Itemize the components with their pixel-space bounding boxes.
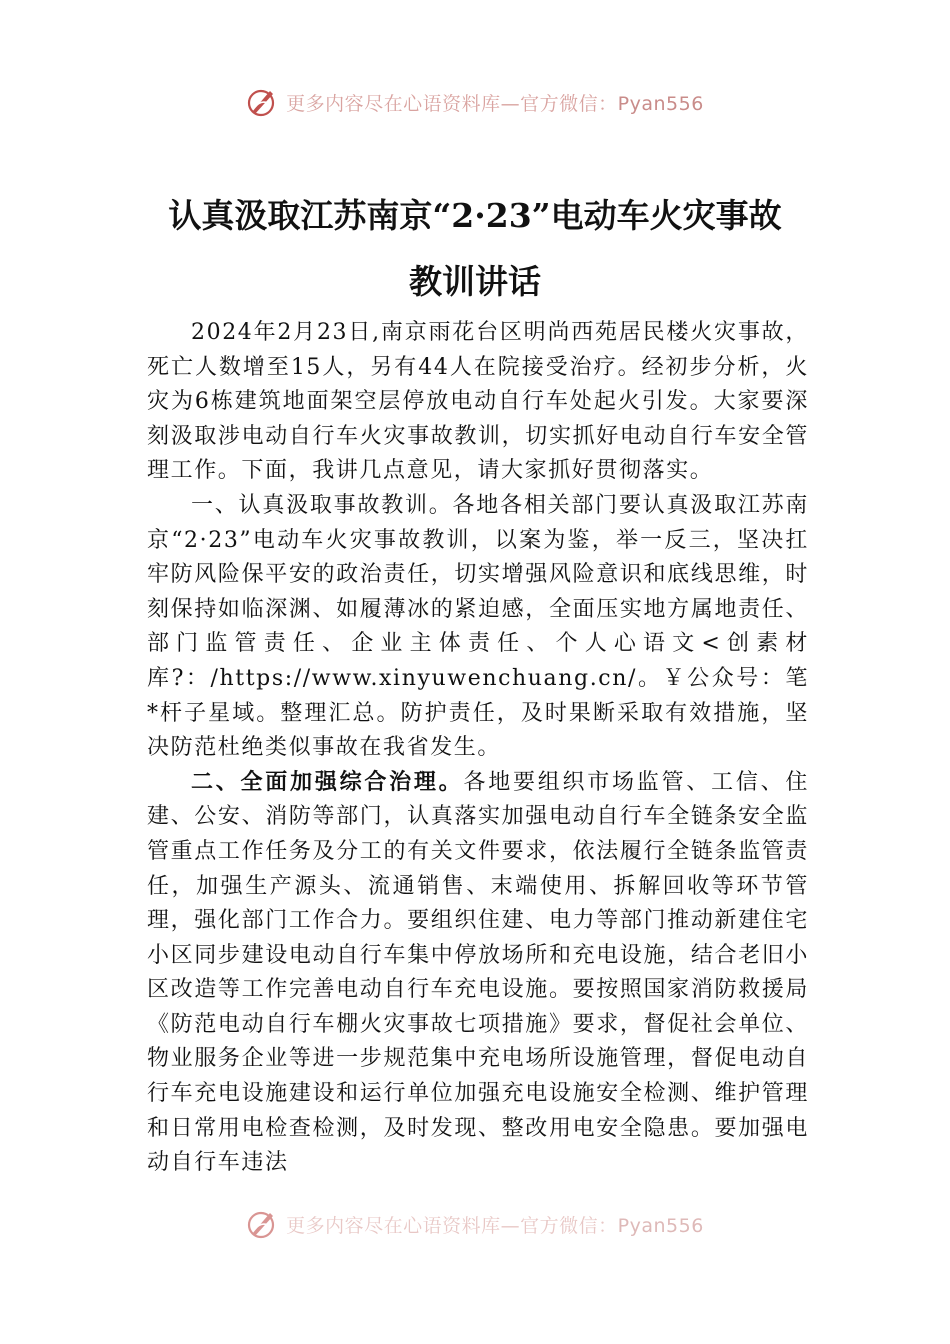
document-title-line-1: 认真汲取江苏南京“2·23”电动车火灾事故: [168, 196, 782, 235]
section-heading: 二、全面加强综合治理。: [191, 769, 464, 795]
paragraph-section-1: 一、认真汲取事故教训。各地各相关部门要认真汲取江苏南京“2·23”电动车火灾事故教训，以案为鉴，举一反三，坚决扛牢防风险保平安的政治责任，切实增强风险意识和底线思维，时刻保持如临深渊、如履薄冰的紧迫感，全面压实地方属地责任、部门监管责任、企业主体责任、个人心语文<创素材库?：/https://www.xinyuwenchuang.cn/。￥公众号：笔*杆子星域。整理汇总。防护责任，及时果断采取有效措施，坚决防范杜绝类似事故在我省发生。: [147, 492, 809, 761]
pen-logo-icon: [246, 86, 278, 118]
footer-watermark: [0, 1208, 950, 1240]
pen-logo-icon: [246, 1208, 278, 1240]
document-title-line-2: 教训讲话: [409, 262, 541, 301]
paragraph-intro: 2024年2月23日,南京雨花台区明尚西苑居民楼火灾事故，死亡人数增至15人，另有44人在院接受治疗。经初步分析，火灾为6栋建筑地面架空层停放电动自行车处起火引发。大家要深刻汲取涉电动自行车火灾事故教训，切实抓好电动自行车安全管理工作。下面，我讲几点意见，请大家抓好贯彻落实。: [147, 320, 809, 484]
header-watermark: [0, 86, 950, 118]
paragraph-section-2: 二、全面加强综合治理。各地要组织市场监管、工信、住建、公安、消防等部门，认真落实加强电动自行车全链条安全监管重点工作任务及分工的有关文件要求，依法履行全链条监管责任，加强生产源头、流通销售、末端使用、拆解回收等环节管理，强化部门工作合力。要组织住建、电力等部门推动新建住宅小区同步建设电动自行车集中停放场所和充电设施，结合老旧小区改造等工作完善电动自行车充电设施。要按照国家消防救援局《防范电动自行车棚火灾事故七项措施》要求，督促社会单位、物业服务企业等进一步规范集中充电场所设施管理，督促电动自行车充电设施建设和运行单位加强充电设施安全检测、维护管理和日常用电检查检测，及时发现、整改用电安全隐患。要加强电动自行车违法: [147, 769, 809, 1176]
watermark-text: 更多内容尽在心语资料库—官方微信：Pyan556: [286, 92, 704, 115]
watermark-text: 更多内容尽在心语资料库—官方微信：Pyan556: [286, 1214, 704, 1237]
document-body: [147, 316, 809, 1218]
